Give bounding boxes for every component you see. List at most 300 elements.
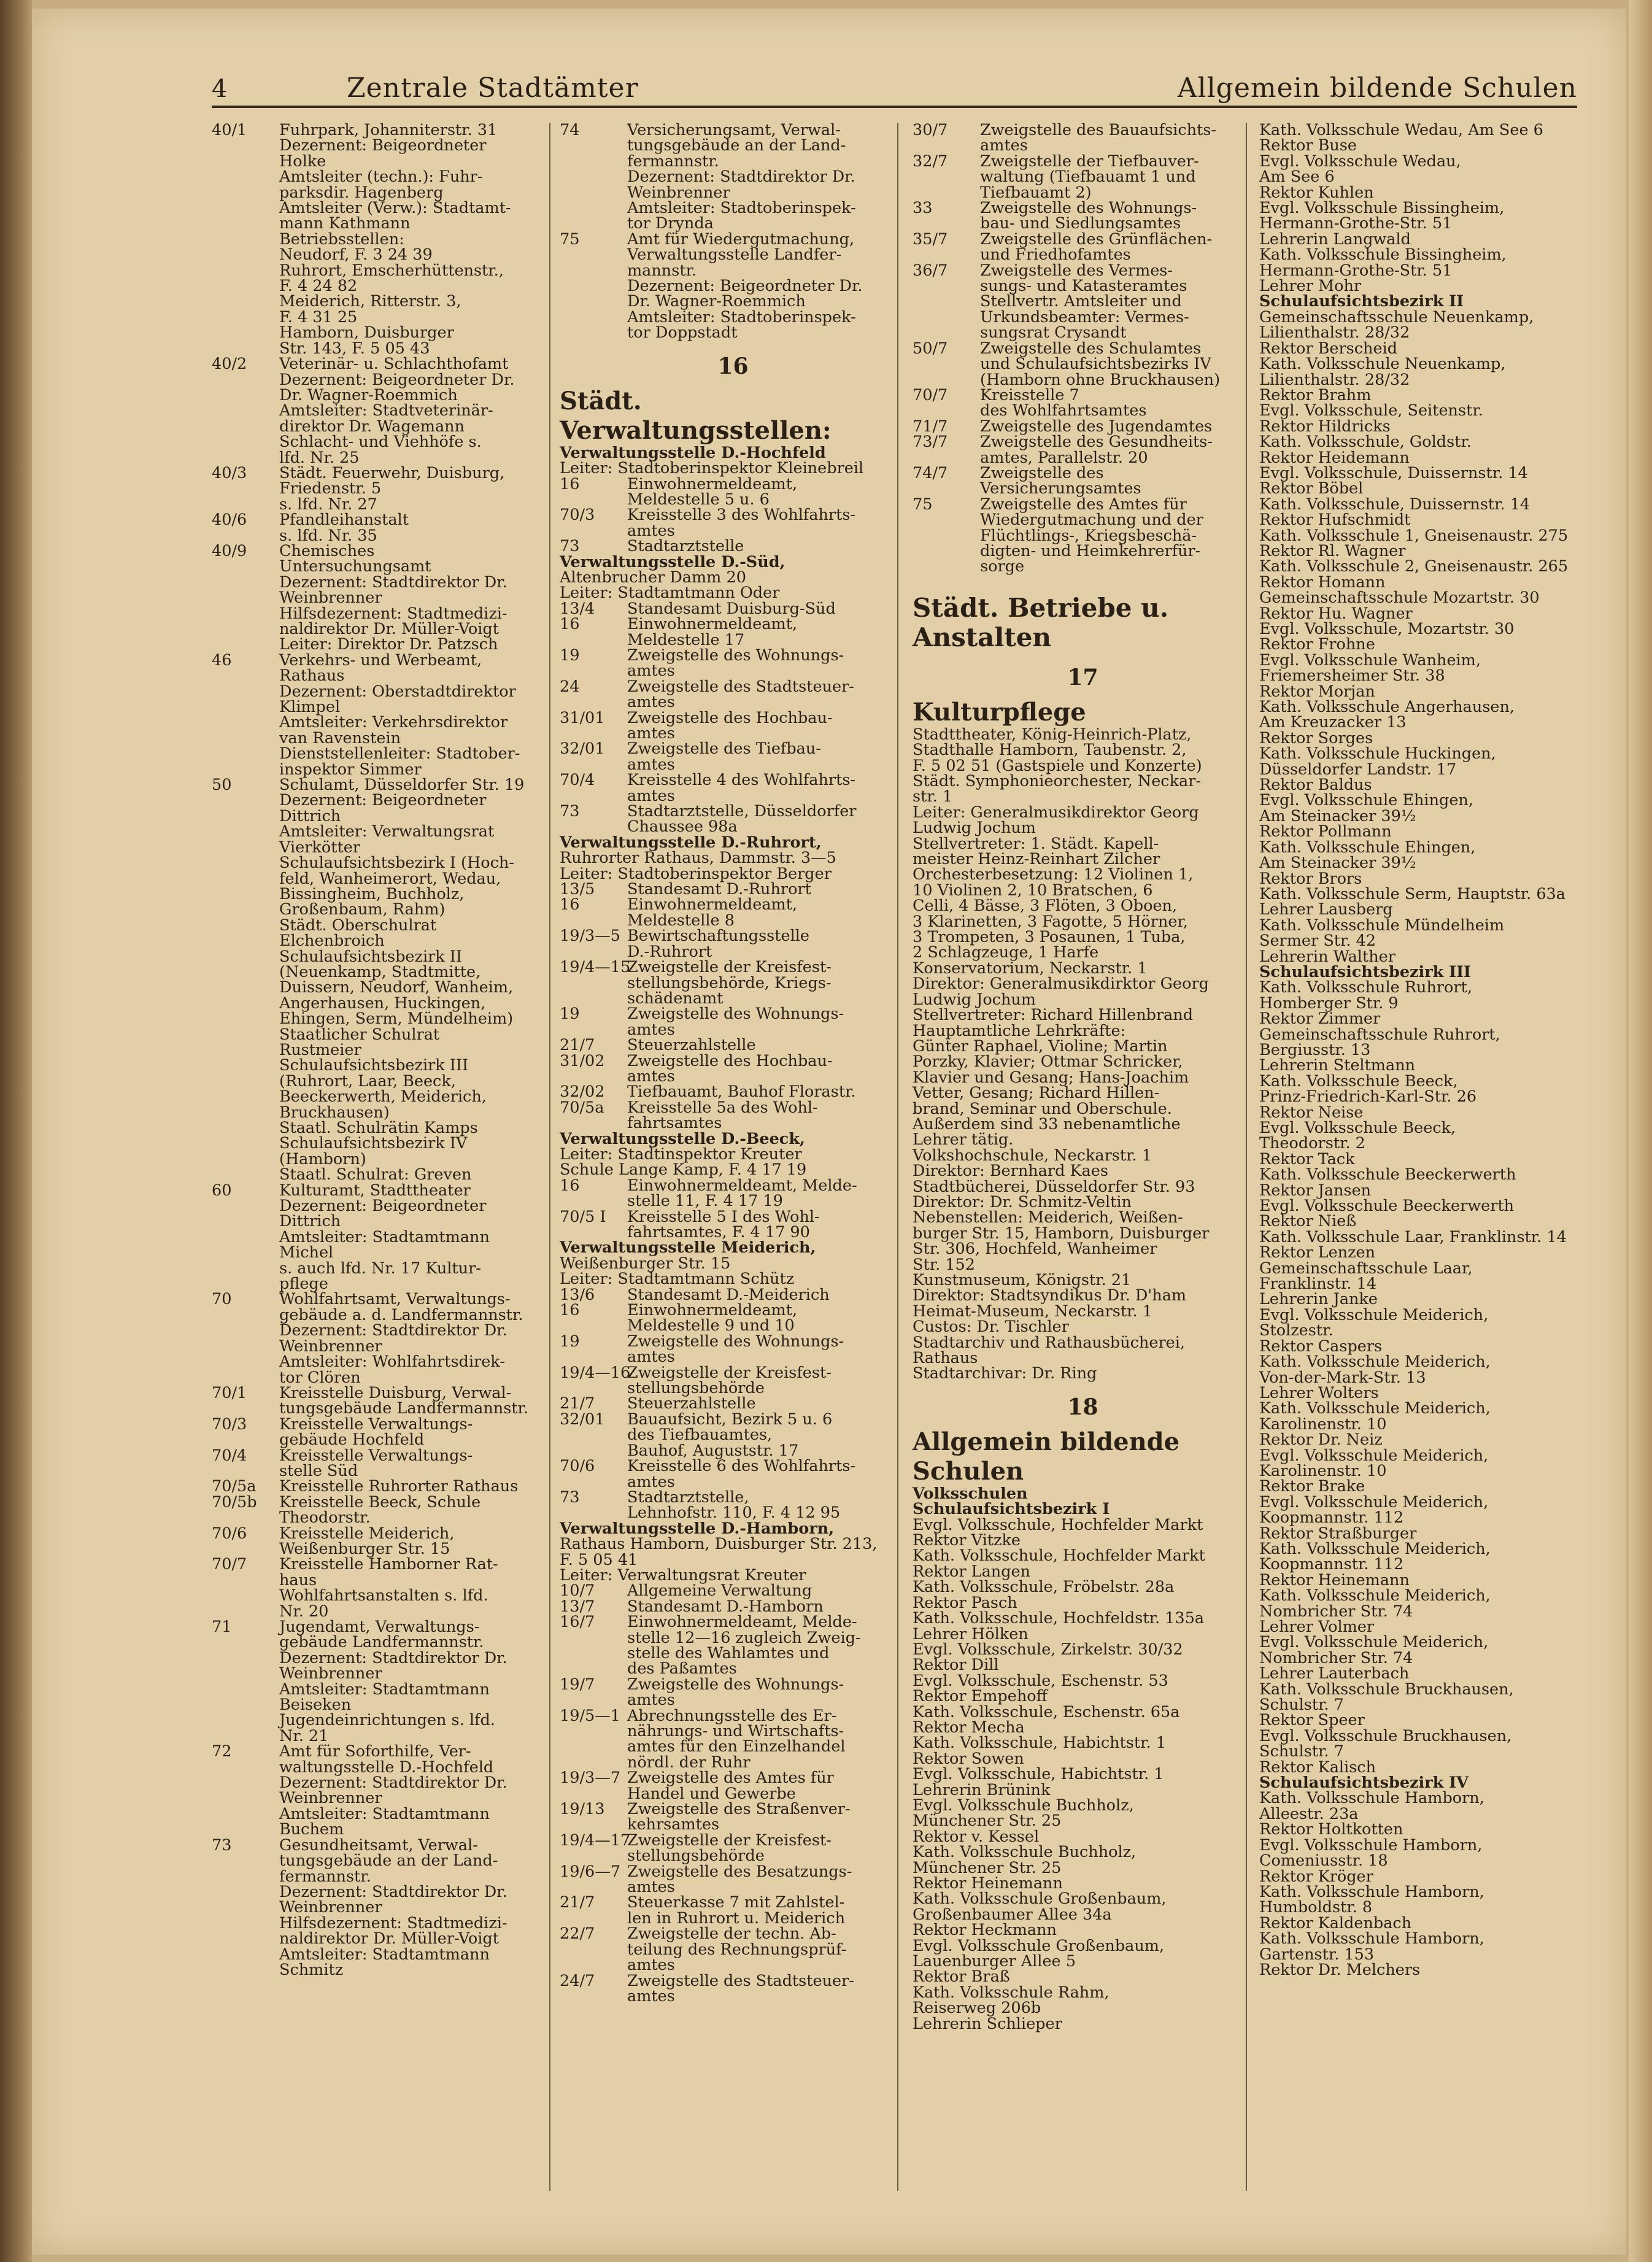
entry-line: (Hamborn ohne Bruckhausen) [980, 370, 1221, 389]
text-line: Rektor Sorges [1259, 728, 1373, 747]
text-line: Kath. Volksschule Serm, Hauptstr. 63a [1259, 884, 1565, 903]
entry-number: 75 [560, 230, 580, 249]
text-line: Direktor: Dr. Schmitz-Veltin [913, 1192, 1132, 1211]
entry-line: Zweigstelle des Jugendamtes [980, 417, 1213, 436]
text-line: F. 5 05 41 [560, 1550, 638, 1569]
entry-line: van Ravenstein [279, 728, 401, 747]
entry-line: Dezernent: Beigeordneter [279, 791, 487, 810]
entry-line: Nr. 21 [279, 1726, 329, 1745]
directory-entry [560, 1038, 906, 1053]
directory-entry [560, 1178, 906, 1210]
column-4 [1259, 123, 1578, 1978]
entry-number: 19 [560, 646, 580, 665]
text-line: Kath. Volksschule Hamborn, [1259, 1882, 1484, 1901]
entry-text [627, 1770, 906, 1802]
entry-line: Dezernent: Stadtdirektor Dr. [279, 1774, 508, 1793]
text-line: Schulstr. 7 [1259, 1742, 1344, 1761]
entry-line: Steuerzahlstelle [627, 1036, 756, 1055]
entry-line: tungsgebäude an der Land- [627, 136, 846, 155]
entry-line: Stadtarztstelle [627, 537, 744, 556]
page-header [212, 68, 1577, 110]
text-line: Reiserweg 206b [913, 1999, 1041, 2018]
text-line: Außerdem sind 33 nebenamtliche [913, 1114, 1181, 1133]
entry-line: Gesundheitsamt, Verwal- [279, 1835, 478, 1855]
entry-text [980, 154, 1253, 201]
directory-entry [560, 897, 906, 928]
directory-entry [560, 1677, 906, 1708]
entry-text [627, 1895, 906, 1926]
entry-line: Kreisstelle Ruhrorter Rathaus [279, 1477, 519, 1496]
entry-text [980, 232, 1253, 263]
entry-line: digten- und Heimkehrerfür- [980, 541, 1201, 560]
text-line: Rektor Böbel [1259, 479, 1364, 498]
text-line: Rektor Neise [1259, 1103, 1364, 1122]
text-line: Kath. Volksschule Ruhrort, [1259, 978, 1472, 997]
directory-entry [212, 1619, 540, 1744]
text-line: Lilienthalstr. 28/32 [1259, 370, 1410, 389]
text-line: Evgl. Volksschule, Hochfelder Markt [913, 1515, 1203, 1534]
text-line: Rektor Dr. Neiz [1259, 1430, 1383, 1449]
text-line: Lehrerin Janke [1259, 1290, 1378, 1309]
entry-line: feld, Wanheimerort, Wedau, [279, 869, 501, 888]
entry-line: Zweigstelle des Besatzungs- [627, 1862, 852, 1881]
entry-text [627, 1864, 906, 1896]
entry-text [627, 1334, 906, 1365]
text-line: Rektor Homann [1259, 573, 1386, 592]
entry-line: Jugendeinrichtungen s. lfd. [279, 1711, 495, 1730]
entry-line: Amtsleiter: Stadtamtmann [279, 1804, 490, 1823]
text-line: Koopmannstr. 112 [1259, 1555, 1404, 1574]
text-line: Kath. Volksschule Meiderich, [1259, 1353, 1491, 1372]
text-line: Evgl. Volksschule Bruckhausen, [1259, 1726, 1512, 1745]
directory-entry [560, 1802, 906, 1833]
directory-entry [560, 741, 906, 773]
entry-line: amtes [627, 1986, 675, 2005]
directory-entry [560, 1770, 906, 1802]
entry-line: Steuerzahlstelle [627, 1394, 756, 1413]
text-line: Kath. Volksschule Hamborn, [1259, 1789, 1484, 1808]
text-line: Rektor Zimmer [1259, 1009, 1381, 1029]
entry-text [279, 1448, 540, 1480]
entry-number: 70/5a [212, 1477, 257, 1496]
entry-line: und Friedhofamtes [980, 245, 1131, 264]
entry-line: Amtsleiter: Wohlfahrtsdirek- [279, 1353, 505, 1372]
directory-entry [212, 541, 540, 654]
entry-line: teilung des Rechnungsprüf- [627, 1940, 847, 1959]
entry-text [279, 778, 540, 1183]
entry-number: 70/1 [212, 1383, 247, 1402]
entry-line: Ruhrort, Emscherhüttenstr., [279, 261, 504, 280]
entry-text [627, 1365, 906, 1397]
text-line: Lehrerin Brünink [913, 1780, 1051, 1799]
entry-line: Friedenstr. 5 [279, 479, 382, 498]
entry-line: Neudorf, F. 3 24 39 [279, 245, 433, 264]
entry-line: Zweigstelle des Wohnungs- [980, 199, 1197, 218]
entry-line: tor Clören [279, 1368, 361, 1387]
directory-entry [913, 385, 1253, 420]
page-edge [1629, 0, 1652, 2262]
text-line: Gemeinschaftsschule Mozartstr. 30 [1259, 589, 1540, 608]
text-line: Humboldstr. 8 [1259, 1898, 1373, 1917]
directory-entry [560, 1084, 906, 1100]
directory-entry [212, 1526, 540, 1558]
entry-line: Hamborn, Duisburger [279, 323, 454, 342]
entry-text [980, 434, 1253, 466]
entry-line: Zweigstelle des Gesundheits- [980, 433, 1213, 452]
entry-line: amtes [627, 1348, 675, 1367]
entry-line: waltungsstelle D.-Hochfeld [279, 1758, 494, 1777]
directory-entry [212, 1417, 540, 1448]
entry-text [627, 1100, 906, 1132]
text-line: Lehrerin Langwald [1259, 230, 1411, 249]
column-1 [212, 123, 540, 1978]
text-line: Rektor Heinemann [1259, 1570, 1410, 1589]
directory-entry [560, 1006, 906, 1038]
directory-entry [212, 463, 540, 514]
directory-entry [212, 1492, 540, 1527]
text-line: Evgl. Volksschule Beeckerwerth [1259, 1197, 1515, 1216]
entry-number: 31/02 [560, 1051, 605, 1070]
entry-line: Bauhof, Auguststr. 17 [627, 1441, 799, 1460]
directory-entry [560, 1459, 906, 1490]
entry-line: amtes [980, 136, 1028, 155]
entry-text [980, 341, 1253, 388]
text-line: Sermer Str. 42 [1259, 932, 1376, 951]
text-line: Schulstr. 7 [1259, 1696, 1344, 1715]
directory-entry [560, 1971, 906, 2005]
entry-text [279, 1479, 540, 1494]
text-line: Kath. Volksschule Hamborn, [1259, 1929, 1484, 1948]
directory-entry [560, 804, 906, 835]
text-line: Rektor Pasch [913, 1593, 1017, 1612]
text-line: Rektor Langen [913, 1562, 1031, 1581]
entry-text [980, 123, 1253, 154]
subheading: Schulaufsichtsbezirk I [913, 1500, 1110, 1519]
text-line: Karolinenstr. 10 [1259, 1461, 1387, 1480]
entry-line: Chaussee 98a [627, 817, 738, 836]
text-line: Ruhrorter Rathaus, Dammstr. 3—5 [560, 849, 836, 868]
entry-line: Allgemeine Verwaltung [627, 1581, 812, 1600]
text-line: Von-der-Mark-Str. 13 [1259, 1368, 1426, 1387]
text-line: Rektor Nieß [1259, 1212, 1357, 1231]
entry-number: 19/6—7 [560, 1862, 620, 1881]
column-divider [549, 123, 550, 2191]
entry-line: Beiseken [279, 1696, 352, 1715]
entry-line: stelle 12—16 zugleich Zweig- [627, 1628, 861, 1647]
entry-line: des Tiefbauamtes, [627, 1426, 773, 1445]
entry-text [627, 617, 906, 648]
column-2 [560, 123, 906, 2004]
entry-line: Dezernent: Beigeordneter [279, 136, 487, 155]
entry-number: 40/1 [212, 121, 247, 139]
entry-line: gebäude Hochfeld [279, 1430, 425, 1449]
entry-number: 50/7 [913, 339, 948, 358]
entry-line: Standesamt D.-Meiderich [627, 1285, 830, 1304]
directory-entry [913, 154, 1253, 201]
text-line: Kath. Volksschule Meiderich, [1259, 1399, 1491, 1418]
entry-line: haus [279, 1570, 317, 1589]
entry-number: 70/3 [560, 506, 595, 525]
entry-line: Meldestelle 8 [627, 911, 735, 930]
entry-line: stelle 11, F. 4 17 19 [627, 1192, 783, 1211]
directory-entry [913, 232, 1253, 263]
entry-line: gebäude a. d. Landfermannstr. [279, 1305, 523, 1324]
subheading: Schulaufsichtsbezirk IV [1259, 1774, 1469, 1793]
entry-text [279, 463, 540, 514]
directory-entry [560, 474, 906, 509]
page-number: 4 [212, 75, 228, 103]
entry-line: Bissingheim, Buchholz, [279, 884, 465, 903]
section-heading: Städt. Verwaltungsstellen: [560, 386, 832, 445]
entry-number: 50 [212, 776, 232, 795]
text-line: Kunstmuseum, Königstr. 21 [913, 1271, 1132, 1289]
entry-text [627, 960, 906, 1006]
entry-line: F. 4 24 82 [279, 277, 358, 296]
subheading: Verwaltungsstelle Meiderich, [560, 1238, 816, 1257]
entry-line: Zweigstelle des Amtes für [980, 495, 1187, 514]
entry-line: naldirektor Dr. Müller-Voigt [279, 1929, 499, 1948]
entry-text [627, 1459, 906, 1490]
entry-line: Betriebsstellen: [279, 230, 404, 249]
entry-line: Dienststellenleiter: Stadtober- [279, 744, 520, 763]
entry-number: 13/4 [560, 599, 595, 618]
entry-number: 24 [560, 677, 580, 696]
section-heading: Kulturpflege [913, 697, 1086, 727]
text-line: Lehrer Lausberg [1259, 900, 1393, 919]
text-line: Klavier und Gesang; Hans-Joachim [913, 1068, 1189, 1087]
text-line: Evgl. Volksschule, Duissernstr. 14 [1259, 463, 1528, 482]
text-line: Evgl. Volksschule, Seitenstr. [1259, 401, 1483, 420]
entry-line: Zweigstelle des Hochbau- [627, 708, 833, 727]
text-line: Kath. Volksschule Großenbaum, [913, 1890, 1167, 1909]
section-heading: Allgemein bildende Schulen [913, 1427, 1180, 1486]
entry-number: 32/02 [560, 1083, 605, 1102]
entry-number: 70/6 [560, 1457, 595, 1476]
text-line: Kath. Volksschule, Habichtstr. 1 [913, 1734, 1166, 1753]
text-line: Lehrer tätig. [913, 1130, 1014, 1149]
text-line: Rektor Empehoff [913, 1687, 1048, 1706]
entry-line: naldirektor Dr. Müller-Voigt [279, 620, 499, 638]
entry-line: Standesamt D.-Hamborn [627, 1597, 824, 1616]
entry-number: 19/7 [560, 1675, 595, 1694]
entry-text [279, 1619, 540, 1744]
directory-entry [212, 1479, 540, 1494]
entry-number: 70/4 [212, 1446, 247, 1465]
entry-line: Versicherungsamtes [980, 479, 1141, 498]
text-line: Rektor Kröger [1259, 1867, 1373, 1886]
directory-entry [560, 1926, 906, 1973]
entry-line: Vierkötter [279, 838, 360, 857]
directory-entry [560, 1490, 906, 1521]
entry-number: 21/7 [560, 1036, 595, 1055]
entry-line: Kreisstelle Verwaltungs- [279, 1446, 473, 1465]
entry-line: Einwohnermeldeamt, Melde- [627, 1176, 857, 1195]
entry-line: (Hamborn) [279, 1149, 366, 1168]
text-line: Rektor Berscheid [1259, 339, 1398, 358]
entry-number: 72 [212, 1742, 232, 1761]
entry-line: amtes [627, 1691, 675, 1710]
entry-line: Staatl. Schulrätin Kamps [279, 1119, 478, 1137]
text-line: Rektor Jansen [1259, 1181, 1372, 1200]
directory-entry [560, 1365, 906, 1397]
text-line: Am Steinacker 39½ [1259, 854, 1416, 873]
entry-line: Handel und Gewerbe [627, 1784, 796, 1803]
entry-line: Amtsleiter: Stadtamtmann [279, 1945, 490, 1964]
entry-line: Zweigstelle des Hochbau- [627, 1051, 833, 1070]
entry-line: Dezernent: Beigeordneter Dr. [627, 277, 863, 296]
entry-line: Zweigstelle des Wohnungs- [627, 1332, 844, 1351]
entry-text [627, 123, 906, 232]
text-line: 3 Trompeten, 3 Posaunen, 1 Tuba, [913, 928, 1186, 947]
text-line: Str. 306, Hochfeld, Wanheimer [913, 1240, 1157, 1259]
entry-line: Dezernent: Stadtdirektor Dr. [279, 573, 508, 592]
entry-number: 21/7 [560, 1893, 595, 1912]
entry-line: Schulaufsichtsbezirk II [279, 947, 462, 966]
entry-line: Theodorstr. [279, 1508, 371, 1527]
entry-line: Abrechnungsstelle des Er- [627, 1706, 837, 1725]
entry-line: Schlacht- und Viehhöfe s. [279, 433, 482, 452]
entry-line: Kreisstelle 5a des Wohl- [627, 1098, 818, 1117]
text-line: Stadttheater, König-Heinrich-Platz, [913, 725, 1192, 744]
text-line: Kath. Volksschule 2, Gneisenaustr. 265 [1259, 557, 1569, 576]
text-line: Leiter: Stadtinspektor Kreuter [560, 1145, 802, 1164]
column-3 [913, 123, 1253, 2032]
text-line: Porzky, Klavier; Ottmar Schricker, [913, 1052, 1183, 1071]
text-line: Homberger Str. 9 [1259, 994, 1399, 1013]
text-line: Rektor Morjan [1259, 682, 1375, 701]
entry-line: parksdir. Hagenberg [279, 183, 444, 202]
directory-entry [560, 1303, 906, 1334]
entry-line: Dr. Wagner-Roemmich [627, 292, 806, 311]
entry-number: 60 [212, 1181, 232, 1200]
text-line: brand, Seminar und Oberschule. [913, 1099, 1172, 1118]
entry-line: Kulturamt, Stadttheater [279, 1181, 471, 1200]
text-line: Evgl. Volksschule Wedau, [1259, 152, 1461, 171]
entry-line: mannstr. [627, 261, 697, 280]
entry-line: Untersuchungsamt [279, 557, 431, 576]
text-line: Rektor Buse [1259, 136, 1357, 155]
entry-line: Hilfsdezernent: Stadtmedizi- [279, 1913, 508, 1932]
text-line: Ludwig Jochum [913, 990, 1036, 1009]
text-line: Evgl. Volksschule Meiderich, [1259, 1492, 1489, 1511]
entry-line: Zweigstelle des Stadtsteuer- [627, 677, 854, 696]
directory-entry [913, 497, 1253, 575]
directory-entry [560, 679, 906, 711]
directory-entry [913, 201, 1253, 232]
subheading: Verwaltungsstelle D.-Ruhrort, [560, 833, 822, 852]
directory-entry [560, 960, 906, 1006]
entry-line: Standesamt Duisburg-Süd [627, 599, 836, 618]
entry-line: Zweigstelle des Wohnungs- [627, 1675, 844, 1694]
entry-line: Zweigstelle des Tiefbau- [627, 739, 821, 759]
entry-line: Pfandleihanstalt [279, 511, 409, 530]
directory-entry [212, 512, 540, 544]
directory-entry [560, 617, 906, 648]
entry-line: s. lfd. Nr. 27 [279, 495, 377, 514]
directory-entry [560, 508, 906, 539]
entry-line: Jugendamt, Verwaltungs- [279, 1618, 480, 1636]
text-line: Stolzestr. [1259, 1321, 1334, 1340]
directory-entry [560, 1051, 906, 1086]
text-line: Friemersheimer Str. 38 [1259, 666, 1445, 685]
text-line: Stellvertreter: Richard Hillenbrand [913, 1006, 1194, 1025]
text-line: Kath. Volksschule, Hochfelder Markt [913, 1546, 1205, 1565]
text-line: Rektor Brake [1259, 1477, 1365, 1496]
entry-line: Schulamt, Düsseldorfer Str. 19 [279, 776, 525, 795]
entry-line: Angerhausen, Huckingen, [279, 994, 486, 1013]
text-line: Volkshochschule, Neckarstr. 1 [913, 1146, 1152, 1165]
entry-line: Amtsleiter: Stadtoberinspek- [627, 199, 856, 218]
text-line: Evgl. Volksschule Beeck, [1259, 1119, 1456, 1137]
text-line: Kath. Volksschule Mündelheim [1259, 916, 1505, 935]
text-line: Lehrer Hölken [913, 1624, 1029, 1643]
entry-text [627, 1051, 906, 1086]
text-line: Evgl. Volksschule, Habichtstr. 1 [913, 1765, 1164, 1784]
entry-number: 19/4—16 [560, 1363, 631, 1382]
text-line: Leiter: Stadtamtmann Oder [560, 584, 780, 603]
text-line: Kath. Volksschule Laar, Franklinstr. 14 [1259, 1227, 1567, 1246]
entry-text [279, 650, 540, 779]
text-line: Str. 152 [913, 1255, 975, 1274]
entry-line: Steuerkasse 7 mit Zahlstel- [627, 1893, 845, 1912]
text-line: Evgl. Volksschule Meiderich, [1259, 1305, 1489, 1324]
subheading: Verwaltungsstelle D.-Beeck, [560, 1129, 805, 1148]
entry-text [627, 1833, 906, 1864]
entry-line: Weinbrenner [279, 589, 382, 608]
directory-entry [560, 1895, 906, 1926]
subheading: Verwaltungsstelle D.-Hochfeld [560, 443, 826, 462]
directory-entry [560, 928, 906, 960]
entry-number: 16 [560, 895, 580, 914]
text-line: Vetter, Gesang; Richard Hillen- [913, 1084, 1160, 1103]
entry-line: Weinbrenner [279, 1664, 382, 1683]
entry-number: 70/5b [212, 1492, 257, 1511]
entry-line: schädenamt [627, 989, 724, 1008]
entry-line: Dezernent: Oberstadtdirektor [279, 682, 516, 701]
text-line: Altenbrucher Damm 20 [560, 568, 746, 587]
entry-line: amtes [627, 1472, 675, 1491]
entry-line: Amtsleiter (techn.): Fuhr- [279, 168, 483, 187]
entry-number: 40/2 [212, 355, 247, 374]
entry-line: Zweigstelle der Kreisfest- [627, 1831, 832, 1850]
text-line: Nebenstellen: Meiderich, Weißen- [913, 1208, 1183, 1227]
text-line: Rektor Rl. Wagner [1259, 541, 1406, 560]
text-line: Stadthalle Hamborn, Taubenstr. 2, [913, 741, 1187, 760]
entry-line: Nr. 20 [279, 1602, 329, 1621]
text-line: Kath. Volksschule Ehingen, [1259, 838, 1476, 857]
text-line: Rektor Hu. Wagner [1259, 604, 1413, 623]
directory-entry [560, 708, 906, 743]
entry-number: 16/7 [560, 1613, 595, 1632]
entry-line: Weinbrenner [279, 1789, 382, 1808]
entry-line: fahrtsamtes [627, 1114, 722, 1133]
entry-number: 70/5 I [560, 1207, 606, 1226]
directory-entry [913, 341, 1253, 388]
entry-number: 19/5—1 [560, 1706, 620, 1725]
text-line: Gemeinschaftsschule Laar, [1259, 1259, 1473, 1278]
entry-number: 70 [212, 1290, 232, 1309]
text-line: Kath. Volksschule Huckingen, [1259, 744, 1496, 763]
entry-line: Kreisstelle 5 I des Wohl- [627, 1207, 820, 1226]
entry-line: Buchem [279, 1820, 344, 1839]
entry-text [279, 1183, 540, 1292]
header-rule [212, 106, 1577, 108]
entry-line: tungsgebäude Landfermannstr. [279, 1399, 529, 1418]
entry-line: und Schulaufsichtsbezirks IV [980, 355, 1211, 374]
text-line: Rektor Kaldenbach [1259, 1913, 1412, 1932]
entry-line: Zweigstelle des Vermes- [980, 261, 1173, 280]
entry-line: Stadtarztstelle, Düsseldorfer [627, 802, 857, 821]
